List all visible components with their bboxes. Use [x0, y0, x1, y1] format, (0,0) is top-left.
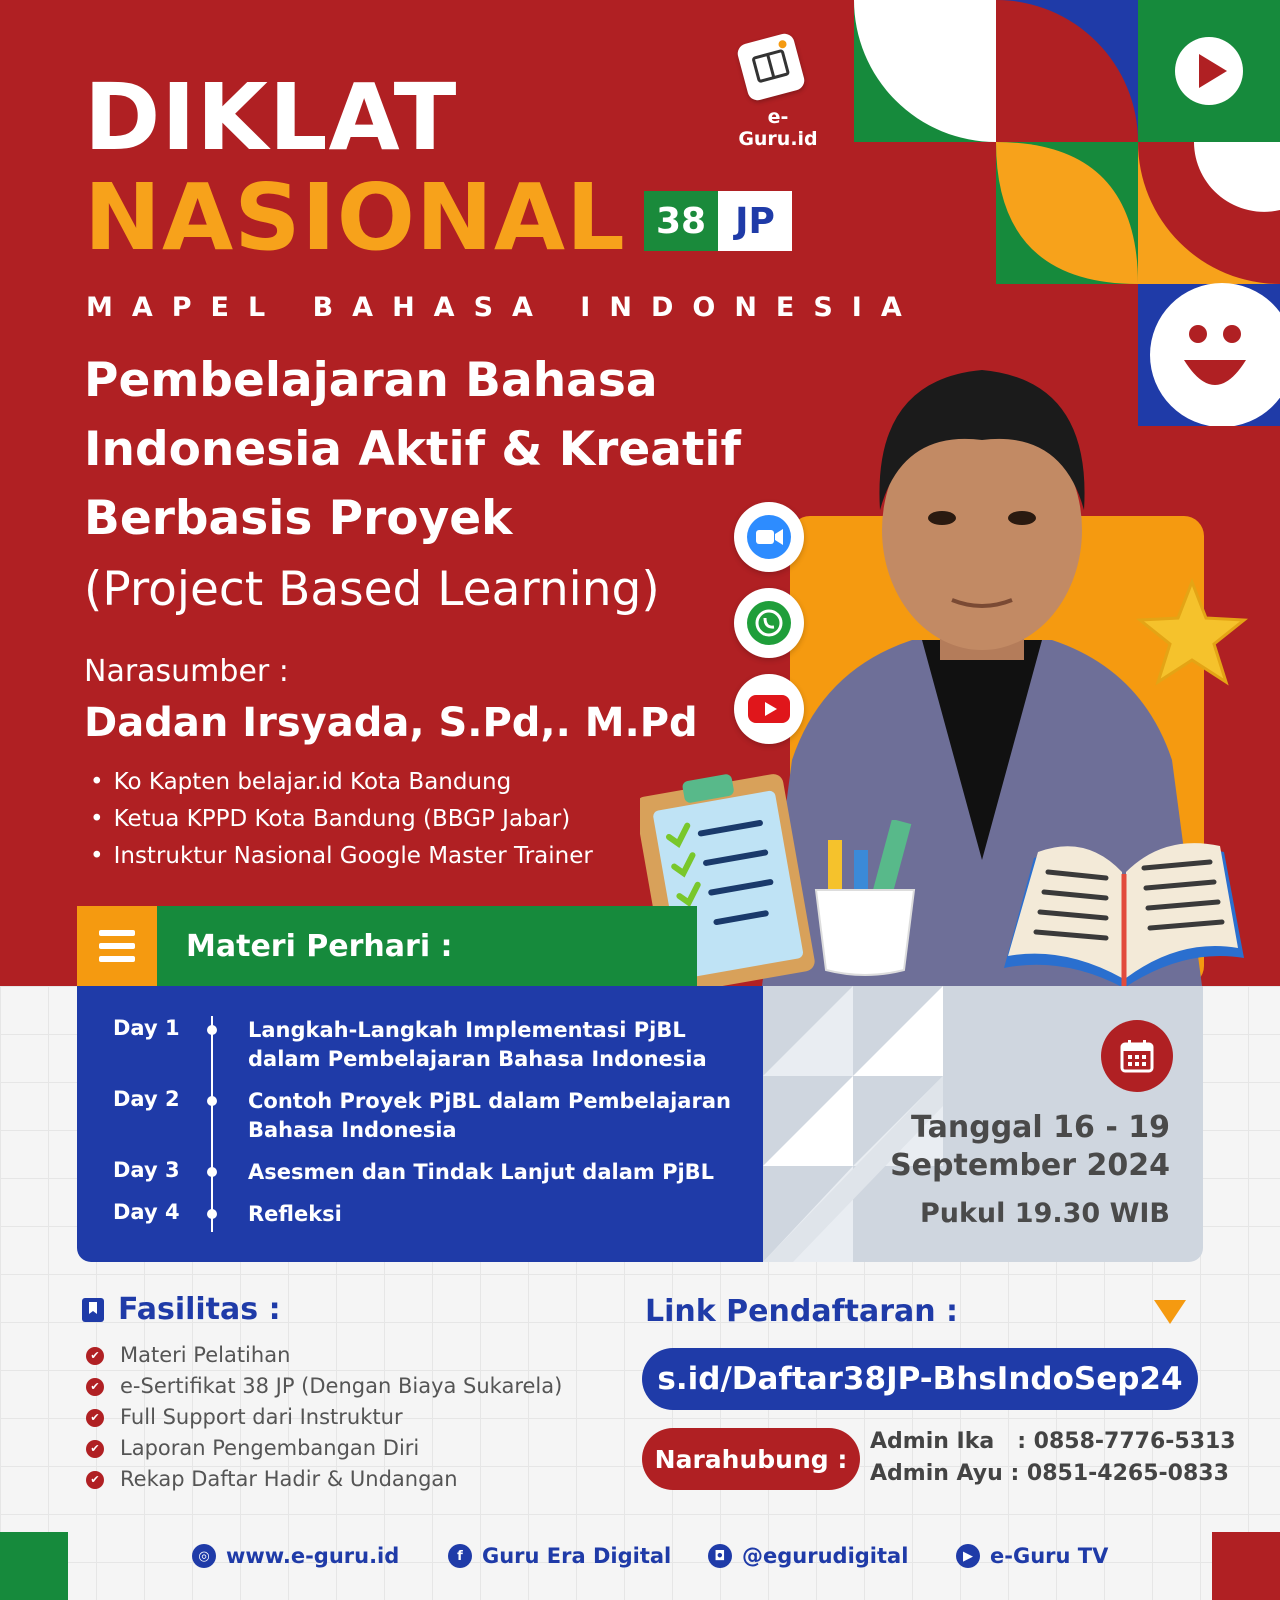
whatsapp-icon — [746, 600, 792, 646]
materi-title: Materi Perhari : — [186, 929, 453, 964]
facility-item — [86, 1371, 562, 1402]
footer-website[interactable] — [192, 1544, 399, 1568]
corner-decoration-left — [0, 1532, 68, 1600]
admin-contact-2[interactable]: Admin Ayu : 0851-4265-0833 — [870, 1461, 1229, 1486]
speaker-roles — [90, 764, 593, 875]
speaker-role: • Instruktur Nasional Google Master Trainer — [90, 838, 593, 875]
calendar-icon — [1101, 1020, 1173, 1092]
youtube-small-icon: ▶ — [956, 1544, 980, 1568]
facility-text: Laporan Pengembangan Diri — [120, 1436, 420, 1460]
facility-text: Rekap Daftar Hadir & Undangan — [120, 1467, 458, 1491]
facility-text: Full Support dari Instruktur — [120, 1405, 403, 1429]
facility-item — [86, 1433, 562, 1464]
footer-youtube-text: e-Guru TV — [990, 1544, 1109, 1568]
course-subtitle: (Project Based Learning) — [84, 562, 660, 617]
title-line1: DIKLAT — [84, 64, 458, 171]
contact-label: Narahubung : — [642, 1428, 860, 1490]
title-line2: NASIONAL — [84, 164, 626, 271]
instagram-icon: ◘ — [708, 1544, 732, 1568]
admin-contact-1[interactable]: Admin Ika : 0858-7776-5313 — [870, 1429, 1236, 1454]
facilities-title: Fasilitas : — [118, 1292, 281, 1327]
day-label: Day 1 — [113, 1016, 180, 1040]
check-icon: ✔ — [86, 1440, 104, 1458]
speaker-name: Dadan Irsyada, S.Pd,. M.Pd — [84, 700, 698, 746]
pencil-cup-illustration — [810, 820, 920, 980]
star-icon — [1136, 578, 1248, 690]
facility-item — [86, 1464, 562, 1495]
footer-website-text: www.e-guru.id — [226, 1544, 400, 1568]
whatsapp-button[interactable] — [734, 588, 804, 658]
date-line2: September 2024 — [890, 1148, 1170, 1183]
facility-text: e-Sertifikat 38 JP (Dengan Biaya Sukarela) — [120, 1374, 563, 1398]
facilities-list — [86, 1340, 562, 1495]
course-title: Pembelajaran Bahasa Indonesia Aktif & Kreatif Berbasis Proyek — [84, 353, 741, 546]
facility-item — [86, 1340, 562, 1371]
facility-item — [86, 1402, 562, 1433]
footer-instagram[interactable] — [708, 1544, 908, 1568]
check-icon: ✔ — [86, 1347, 104, 1365]
arrow-down-icon — [1154, 1300, 1186, 1324]
timeline-dot — [207, 1096, 217, 1106]
menu-icon — [77, 906, 157, 986]
facility-text: Materi Pelatihan — [120, 1343, 291, 1367]
registration-link[interactable]: s.id/Daftar38JP-BhsIndoSep24 — [642, 1348, 1198, 1410]
timeline-dot — [207, 1167, 217, 1177]
check-icon: ✔ — [86, 1471, 104, 1489]
facebook-icon: f — [448, 1544, 472, 1568]
event-time: Pukul 19.30 WIB — [919, 1198, 1170, 1229]
subject-label: MAPEL BAHASA INDONESIA — [86, 292, 921, 323]
day-topic: Contoh Proyek PjBL dalam Pembelajaran Bahasa Indonesia — [248, 1089, 731, 1142]
footer-facebook[interactable] — [448, 1544, 671, 1568]
globe-icon: ◎ — [192, 1544, 216, 1568]
day-topic: Langkah-Langkah Implementasi PjBL dalam Pembelajaran Bahasa Indonesia — [248, 1018, 707, 1071]
timeline-dot — [207, 1209, 217, 1219]
footer-youtube[interactable] — [956, 1544, 1108, 1568]
day-topic: Asesmen dan Tindak Lanjut dalam PjBL — [248, 1160, 715, 1184]
corner-decoration-right — [1212, 1532, 1280, 1600]
jp-number: 38 — [644, 191, 718, 251]
day-label: Day 3 — [113, 1158, 180, 1182]
speaker-role: • Ketua KPPD Kota Bandung (BBGP Jabar) — [90, 801, 593, 838]
youtube-button[interactable] — [734, 674, 804, 744]
day-label: Day 4 — [113, 1200, 180, 1224]
book-illustration — [994, 838, 1254, 1002]
jp-badge — [644, 191, 792, 251]
timeline-line — [211, 1016, 213, 1232]
footer-facebook-text: Guru Era Digital — [482, 1544, 672, 1568]
check-icon: ✔ — [86, 1378, 104, 1396]
footer-instagram-text: @egurudigital — [742, 1544, 909, 1568]
date-line1: Tanggal 16 - 19 — [911, 1110, 1170, 1145]
day-label: Day 2 — [113, 1087, 180, 1111]
bookmark-icon — [82, 1298, 104, 1322]
speaker-label: Narasumber : — [84, 654, 289, 689]
youtube-icon — [746, 686, 792, 732]
day-topic: Refleksi — [248, 1202, 342, 1226]
logo-text: e-Guru.id — [738, 106, 818, 150]
speaker-role: • Ko Kapten belajar.id Kota Bandung — [90, 764, 593, 801]
jp-unit: JP — [718, 191, 792, 251]
registration-title: Link Pendaftaran : — [645, 1294, 959, 1329]
check-icon: ✔ — [86, 1409, 104, 1427]
timeline-dot — [207, 1025, 217, 1035]
